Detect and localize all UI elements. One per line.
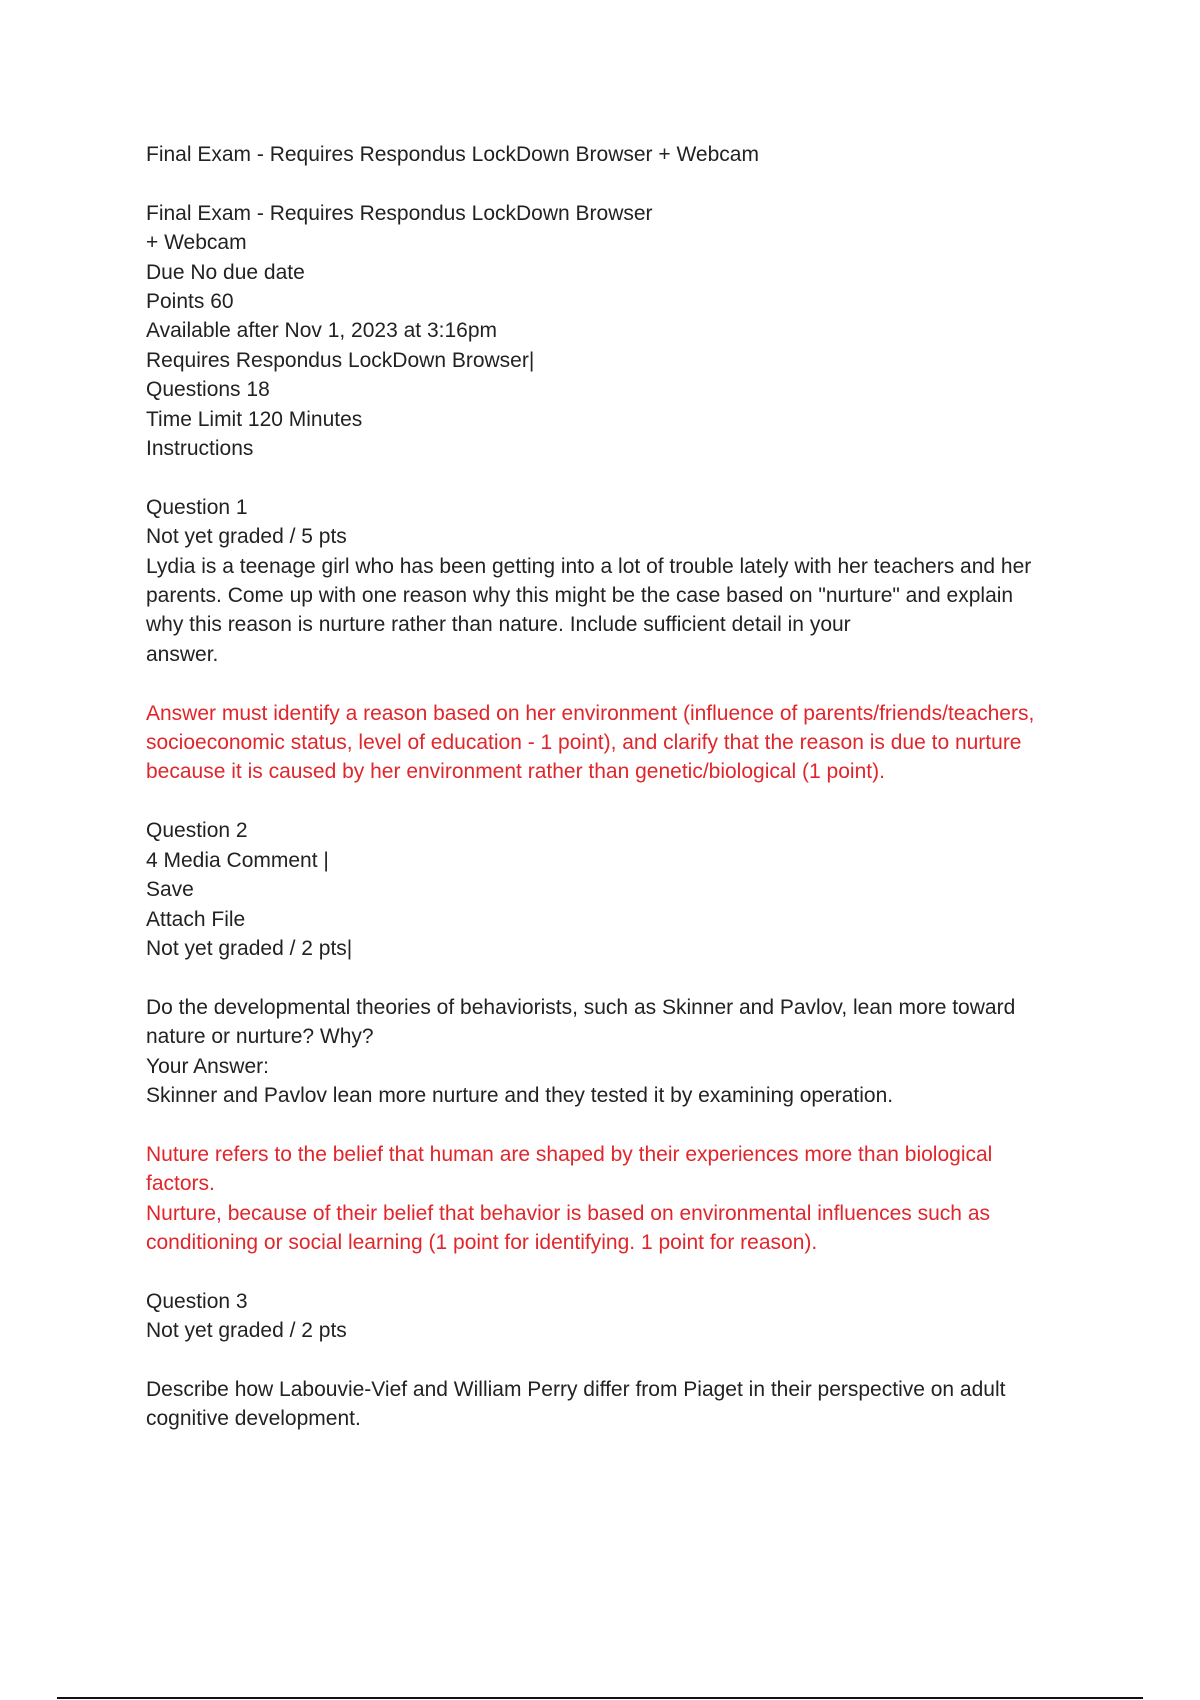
question-count: Questions 18 [146, 378, 270, 402]
question-3-prompt-line: cognitive development. [146, 1407, 361, 1431]
answer-key-line: Answer must identify a reason based on her environment (influence of parents/friends/teachers, [146, 701, 1035, 725]
answer-key-line: because it is caused by her environment rather than genetic/biological (1 point). [146, 760, 885, 784]
question-2-label: Question 2 [146, 819, 248, 843]
exam-details [146, 199, 1106, 464]
your-answer-label: Your Answer: [146, 1054, 269, 1078]
instructions-heading: Instructions [146, 437, 254, 461]
spacer [146, 963, 1106, 992]
question-3 [146, 1287, 1106, 1346]
spacer [146, 1110, 1106, 1139]
question-1-prompt-line: Lydia is a teenage girl who has been getting into a lot of trouble lately with her teachers and her [146, 554, 1032, 578]
page-bottom-rule [57, 1697, 1143, 1699]
spacer [146, 787, 1106, 816]
due-date: Due No due date [146, 260, 305, 284]
question-2 [146, 816, 1106, 963]
spacer [146, 1257, 1106, 1286]
question-1-prompt-line: answer. [146, 642, 219, 666]
answer-key-line: conditioning or social learning (1 point for identifying. 1 point for reason). [146, 1230, 818, 1254]
question-1-prompt-line: parents. Come up with one reason why this might be the case based on "nurture" and explain [146, 584, 1014, 608]
exam-title: Final Exam - Requires Respondus LockDown Browser [146, 201, 653, 225]
question-2-answer-key [146, 1140, 1106, 1258]
spacer [146, 1346, 1106, 1375]
save-label: Save [146, 878, 194, 902]
question-2-prompt-line: Do the developmental theories of behaviorists, such as Skinner and Pavlov, lean more toward [146, 995, 1016, 1019]
spacer [146, 463, 1106, 492]
spacer [146, 669, 1106, 698]
question-1-prompt-line: why this reason is nurture rather than nature. Include sufficient detail in your [146, 613, 851, 637]
question-1-label: Question 1 [146, 495, 248, 519]
media-comment-link: 4 Media Comment | [146, 848, 329, 872]
question-1 [146, 493, 1106, 669]
answer-key-line: Nuture refers to the belief that human are shaped by their experiences more than biological [146, 1142, 993, 1166]
time-limit: Time Limit 120 Minutes [146, 407, 363, 431]
attach-file-label: Attach File [146, 907, 246, 931]
question-3-label: Question 3 [146, 1289, 248, 1313]
answer-key-line: socioeconomic status, level of education - 1 point), and clarify that the reason is due to nurture [146, 731, 1022, 755]
question-3-grade: Not yet graded / 2 pts [146, 1319, 347, 1343]
lockdown-requirement: Requires Respondus LockDown Browser| [146, 348, 535, 372]
question-1-answer-key [146, 699, 1106, 787]
answer-key-line: Nurture, because of their belief that behavior is based on environmental influences such as [146, 1201, 990, 1225]
spacer [146, 169, 1106, 198]
exam-title-continued: + Webcam [146, 231, 247, 255]
question-2-body [146, 993, 1106, 1111]
question-2-prompt-line: nature or nurture? Why? [146, 1025, 374, 1049]
question-3-prompt-line: Describe how Labouvie-Vief and William Perry differ from Piaget in their perspective on adult [146, 1377, 1006, 1401]
your-answer-text: Skinner and Pavlov lean more nurture and they tested it by examining operation. [146, 1083, 894, 1107]
exam-document [146, 140, 1106, 1434]
question-2-grade: Not yet graded / 2 pts| [146, 936, 353, 960]
question-3-body [146, 1375, 1106, 1434]
document-header: Final Exam - Requires Respondus LockDown Browser + Webcam [146, 143, 759, 166]
points-total: Points 60 [146, 290, 234, 314]
answer-key-line: factors. [146, 1172, 215, 1196]
question-1-grade: Not yet graded / 5 pts [146, 525, 347, 549]
availability: Available after Nov 1, 2023 at 3:16pm [146, 319, 498, 343]
